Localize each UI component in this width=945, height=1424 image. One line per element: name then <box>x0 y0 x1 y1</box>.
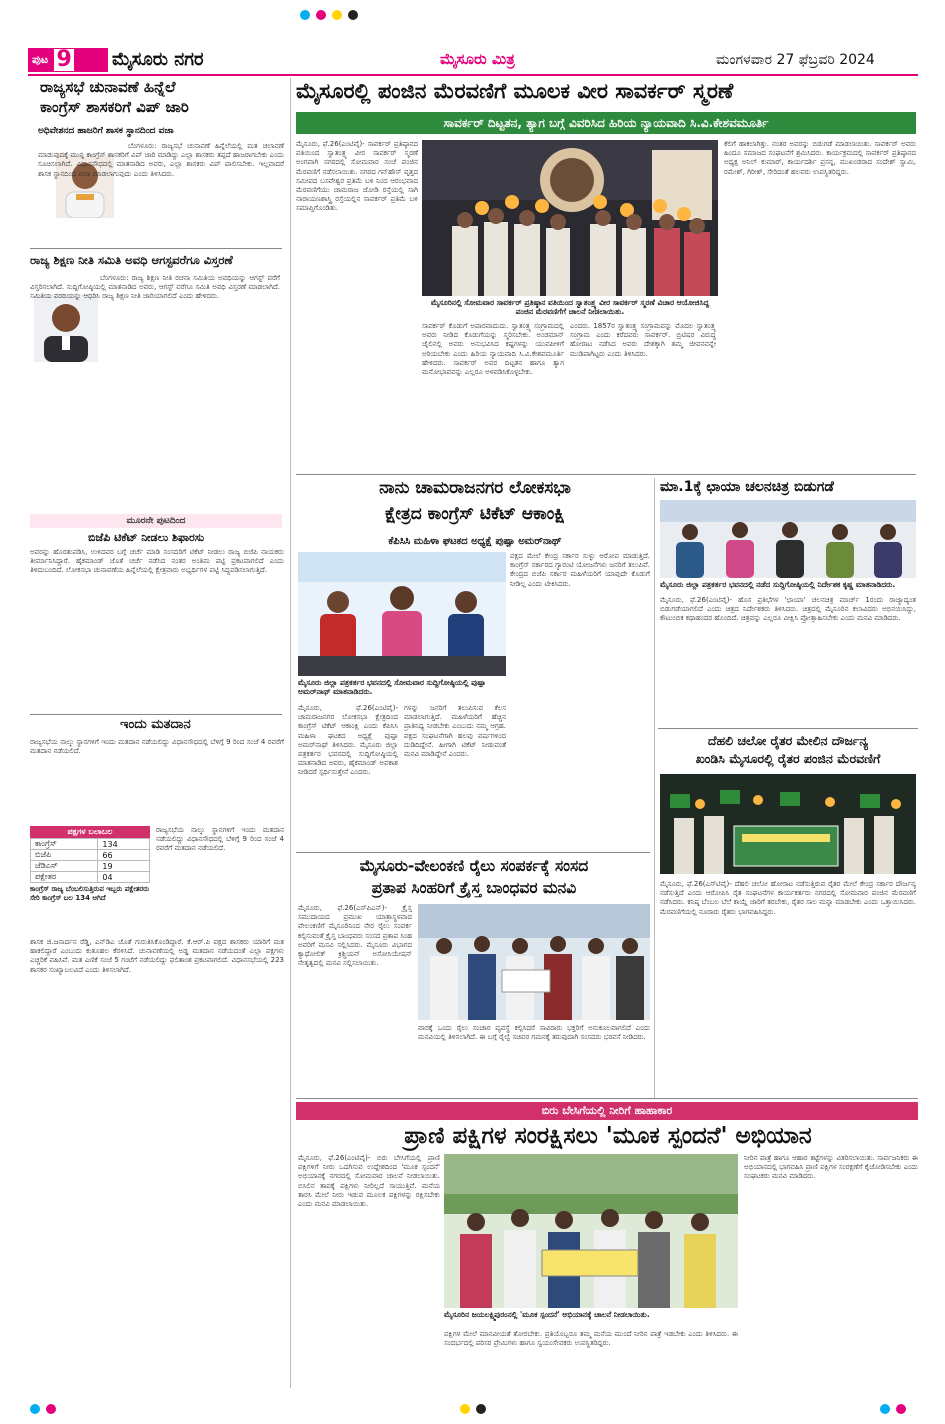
lead-col-right: ಕೆಲಿಗೆ ಹಾಕಲಾಗಿತ್ತು. ನಂತರ ಅವರನ್ನು ಬಿಡುಗಡೆ ಮಾಡಲಾಯಿತು. ಸಾವರ್ಕರ್ ಅವರು ಹಿಂದೂ ಸಮಾಜದ ಸಂಘಟನೆಗೆ ಶ್ರಮಿಸಿದರು. ಕಾರ್ಯಕ್ರಮದಲ್ಲಿ ಸಾವರ್ಕರ್ ಪ್ರತಿಷ್ಠಾನದ ಅಧ್ಯಕ್ಷ ಅನಿಲ್ ಕುಮಾರ್, ಕಾರ್ಯದರ್ಶಿ ಪ್ರಸನ್ನ, ಮುಖಂಡರಾದ ಸಂದೇಶ್ ಸ್ವಾಮಿ, ರಮೇಶ್, ಗಿರೀಶ್, ಸೇರಿದಂತೆ ಹಲವರು ಉಪಸ್ಥಿತರಿದ್ದರು. <box>724 140 916 176</box>
story3-text: ಅವರನ್ನು ಹೊರತುಪಡಿಸಿ, ಉಳಿದವರ ಬಗ್ಗೆ ಚರ್ಚೆ ಮಾಡಿ ಸಂಸದರಿಗೆ ಟಿಕೆಟ್ ನೀಡಲು ರಾಜ್ಯ ಬಿಜೆಪಿ ನಾಯಕರು ತೀರ್ಮಾನಿಸಿದ್ದಾರೆ. ಹೈಕಮಾಂಡ್ ಜೊತೆ ಚರ್ಚೆ ನಡೆಸಿದ ನಂತರ ಅಂತಿಮ ಪಟ್ಟಿ ಪ್ರಕಟವಾಗಲಿದೆ ಎಂದು ತಿಳಿದುಬಂದಿದೆ. ಲೋಕಸಭಾ ಚುನಾವಣೆಯ ಹಿನ್ನೆಲೆಯಲ್ಲಿ ಕ್ಷೇತ್ರವಾರು ಅಭ್ಯರ್ಥಿಗಳ ಪಟ್ಟಿ ಸಿದ್ಧಪಡಿಸಲಾಗುತ್ತಿದೆ. <box>30 548 284 575</box>
story7-photo <box>660 774 916 874</box>
story5-text-left: ಮೈಸೂರು, ಫೆ.26(ಎಂಟಿವೈ)- ಚಾಮರಾಜನಗರ ಲೋಕಸಭಾ ಕ್ಷೇತ್ರದಿಂದ ಕಾಂಗ್ರೆಸ್ ಟಿಕೆಟ್ ಆಕಾಂಕ್ಷಿ ಎಂದು ಕೆಪಿಸಿಸಿ ಮಹಿಳಾ ಘಟಕದ ಅಧ್ಯಕ್ಷೆ ಪುಷ್ಪಾ ಅಮರ್‌ನಾಥ್ ತಿಳಿಸಿದರು. ಮೈಸೂರು ಜಿಲ್ಲಾ ಪತ್ರಕರ್ತರ ಭವನದಲ್ಲಿ ಸುದ್ದಿಗೋಷ್ಠಿಯಲ್ಲಿ ಮಾತನಾಡಿದ ಅವರು, ಹೈಕಮಾಂಡ್ ಅವಕಾಶ ನೀಡಿದರೆ ಸ್ಪರ್ಧಿಸುತ್ತೇನೆ ಎಂದರು. <box>298 704 398 777</box>
story9-kicker-bar <box>296 1102 918 1120</box>
registration-mark <box>476 1404 486 1414</box>
column-divider <box>654 478 655 1098</box>
party-name: ಪಕ್ಷೇತರ <box>31 872 98 883</box>
story3-kicker: ಮೂರನೇ ಪುಟದಿಂದ <box>126 516 186 526</box>
section-title: ಮೈಸೂರು ನಗರ <box>112 49 204 70</box>
page-number-badge <box>28 48 108 72</box>
story7-headline-1: ದೆಹಲಿ ಚಲೋ ರೈತರ ಮೇಲಿನ ದೌರ್ಜನ್ಯ <box>707 733 869 748</box>
story8-text-left: ಮೈಸೂರು, ಫೆ.26(ಎಸ್‌ಪಿಎನ್)- ಕ್ರೈಸ್ತ ಸಮುದಾಯದ ಪ್ರಮುಖ ಯಾತ್ರಾಸ್ಥಳವಾದ ವೇಲಂಕಣಿಗೆ ಮೈಸೂರಿನಿಂದ ನೇರ ರೈಲು ಸಂಪರ್ಕ ಕಲ್ಪಿಸುವಂತೆ ಕ್ರೈಸ್ತ ಬಾಂಧವರು ಸಂಸದ ಪ್ರತಾಪ ಸಿಂಹ ಅವರಿಗೆ ಮನವಿ ಸಲ್ಲಿಸಿದರು. ಮೈಸೂರು ವಿಭಾಗದ ಕ್ಯಾಥೋಲಿಕ್ ಕ್ರಿಶ್ಚಿಯನ್ ಅಸೋಸಿಯೇಷನ್ ನೇತೃತ್ವದಲ್ಲಿ ಮನವಿ ಸಲ್ಲಿಸಲಾಯಿತು. <box>298 904 412 968</box>
story3-kicker-bar <box>30 514 282 528</box>
story9-text-right: ನೀರಿನ ಪಾತ್ರೆ ಹಾಗೂ ಆಹಾರ ತಟ್ಟೆಗಳನ್ನು ವಿತರಿಸಲಾಯಿತು. ಸಾರ್ವಜನಿಕರು ಈ ಅಭಿಯಾನದಲ್ಲಿ ಭಾಗವಹಿಸಿ ಪ್ರಾಣಿ ಪಕ್ಷಿಗಳ ಸಂರಕ್ಷಣೆಗೆ ಕೈಜೋಡಿಸಬೇಕು ಎಂದು ಸಂಘಟಕರು ಮನವಿ ಮಾಡಿದರು. <box>744 1154 918 1181</box>
story2-headline: ರಾಜ್ಯ ಶಿಕ್ಷಣ ನೀತಿ ಸಮಿತಿ ಅವಧಿ ಆಗಸ್ಟವರೆಗೂ ವಿಸ್ತರಣೆ <box>30 253 233 267</box>
story5-photo-caption: ಮೈಸೂರು ಜಿಲ್ಲಾ ಪತ್ರಕರ್ತರ ಭವನದಲ್ಲಿ ಸೋಮವಾರ ಸುದ್ದಿಗೋಷ್ಠಿಯಲ್ಲಿ ಪುಷ್ಪಾ ಅಮರ್‌ನಾಥ್ ಮಾತನಾಡಿದರು. <box>298 678 486 696</box>
party-name: ಕಾಂಗ್ರೆಸ್ <box>31 839 98 850</box>
lead-col-mid2: ಎಂದರು. 1857ರ ಸ್ವಾತಂತ್ರ್ಯ ಸಂಗ್ರಾಮವನ್ನು ಮೊದಲ ಸ್ವಾತಂತ್ರ್ಯ ಸಂಗ್ರಾಮ ಎಂದು ಕರೆದವರು ಸಾವರ್ಕರ್. ಬ್ರಿಟಿಷರ ವಿರುದ್ಧ ಹೋರಾಟ ನಡೆಸಿದ ಅವರು ದೇಶಕ್ಕಾಗಿ ತಮ್ಮ ಜೀವನವನ್ನೇ ಮುಡಿಪಾಗಿಟ್ಟರು ಎಂದು ತಿಳಿಸಿದರು. <box>570 322 716 358</box>
party-seats: 66 <box>98 850 150 861</box>
story1-kicker: ಅಧಿವೇಶನದ ಹಾಜರಿಗೆ ಶಾಸಕ ಸ್ಥಾನದಿಂದ ವಜಾ <box>38 126 174 136</box>
party-seats: 134 <box>98 839 150 850</box>
header-rule <box>28 74 918 76</box>
registration-mark <box>300 10 310 20</box>
story9-photo <box>444 1154 738 1308</box>
story5-subhead: ಕೆಪಿಸಿಸಿ ಮಹಿಳಾ ಘಟಕದ ಅಧ್ಯಕ್ಷೆ ಪುಷ್ಪಾ ಅಮರ್‌ನಾಥ್ <box>388 536 562 547</box>
table-row <box>31 850 150 861</box>
table-row <box>31 861 150 872</box>
party-table-note: ಕಾಂಗ್ರೆಸ್ ರಾಜ್ಯ ಬೆಂಬಲಿಸುತ್ತಿರುವ ಇಬ್ಬರು ಪಕ್ಷೇತರರು ಸೇರಿ ಕಾಂಗ್ರೆಸ್ ಬಲ 134 ಆಗಿದೆ <box>30 885 150 902</box>
story6-text: ಮೈಸೂರು, ಫೆ.26(ಎಂಟಿವೈ)- ಹೊಸ ಪ್ರತಿಭೆಗಳ 'ಛಾಯಾ' ಚಲನಚಿತ್ರ ಮಾರ್ಚ್ 1ರಂದು ರಾಜ್ಯಾದ್ಯಂತ ಬಿಡುಗಡೆಯಾಗಲಿದೆ ಎಂದು ಚಿತ್ರದ ನಿರ್ದೇಶಕರು ತಿಳಿಸಿದರು. ಚಿತ್ರದಲ್ಲಿ ಮೈಸೂರಿನ ಕಲಾವಿದರು ಅಭಿನಯಿಸಿದ್ದು, ಕೌಟುಂಬಿಕ ಕಥಾಹಂದರ ಹೊಂದಿದೆ. ಚಿತ್ರವನ್ನು ಎಲ್ಲರೂ ವೀಕ್ಷಿಸಿ ಪ್ರೋತ್ಸಾಹಿಸಬೇಕು ಎಂದು ಮನವಿ ಮಾಡಿದರು. <box>660 596 916 623</box>
story8-photo <box>418 904 650 1020</box>
rule <box>296 474 916 475</box>
story8-headline-1: ಮೈಸೂರು-ವೇಲಂಕಣಿ ರೈಲು ಸಂಪರ್ಕಕ್ಕೆ ಸಂಸದ <box>359 857 589 875</box>
registration-mark <box>880 1404 890 1414</box>
lead-photo <box>422 140 718 296</box>
rule <box>296 852 650 853</box>
party-name: ಜೆಡಿಎಸ್ <box>31 861 98 872</box>
party-strength-table <box>30 838 150 883</box>
story4-headline: ಇಂದು ಮತದಾನ <box>120 717 191 732</box>
rule <box>296 1098 918 1099</box>
page-number: 9 <box>54 49 74 71</box>
issue-date: ಮಂಗಳವಾರ 27 ಫೆಬ್ರವರಿ 2024 <box>716 52 875 68</box>
table-row <box>31 872 150 883</box>
story8-text-right: ವಾರಕ್ಕೆ ಒಂದು ರೈಲು ಸಂಚಾರ ವ್ಯವಸ್ಥೆ ಕಲ್ಪಿಸಿದರೆ ಸಾವಿರಾರು ಭಕ್ತರಿಗೆ ಅನುಕೂಲವಾಗಲಿದೆ ಎಂದು ಮನವಿಯಲ್ಲಿ ತಿಳಿಸಲಾಗಿದೆ. ಈ ಬಗ್ಗೆ ರೈಲ್ವೆ ಸಚಿವರ ಗಮನಕ್ಕೆ ತರುವುದಾಗಿ ಸಂಸದರು ಭರವಸೆ ನೀಡಿದರು. <box>418 1024 650 1042</box>
registration-mark <box>896 1404 906 1414</box>
page-label: ಪುಟ <box>32 53 49 66</box>
lead-col-left: ಮೈಸೂರು, ಫೆ.26(ಎಂಟಿವೈ)- ಸಾವರ್ಕರ್ ಪ್ರತಿಷ್ಠಾನದ ವತಿಯಿಂದ ಸ್ವಾತಂತ್ರ್ಯ ವೀರ ಸಾವರ್ಕರ್ ಸ್ಮರಣೆ ಅಂಗವಾಗಿ ನಗರದಲ್ಲಿ ಸೋಮವಾರ ಸಂಜೆ ಪಂಜಿನ ಮೆರವಣಿಗೆ ನಡೆಸಲಾಯಿತು. ನಗರದ ಗನ್‌ಹೌಸ್ ವೃತ್ತದ ಸಮೀಪದ ಬಸವೇಶ್ವರ ಪ್ರತಿಮೆ ಬಳಿ ನಿಂದ ಆರಂಭವಾದ ಮೆರವಣಿಗೆಯು ಚಾಮರಾಜ ಜೋಡಿ ರಸ್ತೆಯಲ್ಲಿ ಸಾಗಿ ನಾರಾಯಣಶಾಸ್ತ್ರಿ ರಸ್ತೆಯಲ್ಲಿನ ಸಾವರ್ಕರ್ ಪ್ರತಿಮೆ ಬಳಿ ಸಮಾಪ್ತಿಗೊಂಡಿತು. <box>296 140 418 213</box>
story4-continued: ಶಾಸಕ ಜಿ.ಜನಾರ್ದನ ರೆಡ್ಡಿ, ಎನ್‌ಡಿಎ ಜೊತೆ ಗುರುತಿಸಿಕೊಂಡಿದ್ದಾರೆ. ಕೆ.ಆರ್.ಪಿ ಪಕ್ಷದ ಶಾಸಕರು ಯಾರಿಗೆ ಮತ ಹಾಕಲಿದ್ದಾರೆ ಎಂಬುದು ಕುತೂಹಲ ಕೆರಳಿಸಿದೆ. ಚುನಾವಣೆಯಲ್ಲಿ ಅಡ್ಡ ಮತದಾನ ನಡೆಯದಂತೆ ಎಲ್ಲಾ ಪಕ್ಷಗಳು ಎಚ್ಚರಿಕೆ ವಹಿಸಿವೆ. ಮತ ಎಣಿಕೆ ಸಂಜೆ 5 ಗಂಟೆಗೆ ನಡೆಯಲಿದ್ದು ಫಲಿತಾಂಶ ಪ್ರಕಟವಾಗಲಿದೆ. ವಿಧಾನಸಭೆಯಲ್ಲಿ 223 ಶಾಸಕರ ಸಂಖ್ಯಾಬಲವಿದೆ ಎಂದು ತಿಳಿಸಲಾಗಿದೆ. <box>30 938 284 974</box>
story5-text-mid: ಗಳನ್ನು ಜನರಿಗೆ ತಲುಪಿಸುವ ಕೆಲಸ ಮಾಡಲಾಗುತ್ತಿದೆ. ಮಹಿಳೆಯರಿಗೆ ಹೆಚ್ಚಿನ ಪ್ರಾತಿನಿಧ್ಯ ನೀಡಬೇಕು ಎಂಬುದು ನಮ್ಮ ಆಗ್ರಹ. ಪಕ್ಷದ ಸಂಘಟನೆಗಾಗಿ ಹಲವು ವರ್ಷಗಳಿಂದ ದುಡಿದಿದ್ದೇನೆ. ಹೀಗಾಗಿ ಟಿಕೆಟ್ ನೀಡುವಂತೆ ಮನವಿ ಮಾಡಿದ್ದೇನೆ ಎಂದರು. <box>404 704 506 759</box>
party-name: ಬಿಜೆಪಿ <box>31 850 98 861</box>
registration-mark <box>460 1404 470 1414</box>
registration-mark <box>46 1404 56 1414</box>
table-row <box>31 839 150 850</box>
story1-headline-1: ರಾಜ್ಯಸಭೆ ಚುನಾವಣೆ ಹಿನ್ನೆಲೆ <box>40 78 176 96</box>
party-seats: 04 <box>98 872 150 883</box>
story3-headline: ಬಿಜೆಪಿ ಟಿಕೆಟ್ ನೀಡಲು ಶಿಫಾರಸು <box>88 531 205 544</box>
lead-photo-caption: ಮೈಸೂರಿನಲ್ಲಿ ಸೋಮವಾರ ಸಾವರ್ಕರ್ ಪ್ರತಿಷ್ಠಾನ ವತಿಯಿಂದ ಸ್ವಾತಂತ್ರ್ಯ ವೀರ ಸಾವರ್ಕರ್ ಸ್ಮರಣೆ ವಿಚಾರ ಆಯೋಜಿಸಿದ್ದ ಪಂಜಿನ ಮೆರವಣಿಗೆಗೆ ಚಾಲನೆ ನೀಡಲಾಯಿತು. <box>430 298 710 316</box>
story6-photo <box>660 500 916 578</box>
newspaper-name: ಮೈಸೂರು ಮಿತ್ರ <box>440 50 515 68</box>
rule <box>30 248 282 249</box>
story4-side-text: ರಾಜ್ಯಸಭೆಯ ನಾಲ್ಕು ಸ್ಥಾನಗಳಿಗೆ ಇಂದು ಮತದಾನ ನಡೆಯಲಿದ್ದು ವಿಧಾನಸೌಧದಲ್ಲಿ ಬೆಳಿಗ್ಗೆ 9 ರಿಂದ ಸಂಜೆ 4 ರವರೆಗೆ ಮತದಾನ ನಡೆಯಲಿದೆ. <box>156 826 284 853</box>
registration-mark <box>30 1404 40 1414</box>
story6-headline: ಮಾ.1ಕ್ಕೆ ಛಾಯಾ ಚಲನಚಿತ್ರ ಬಿಡುಗಡೆ <box>660 479 834 495</box>
story6-photo-caption: ಮೈಸೂರು ಜಿಲ್ಲಾ ಪತ್ರಕರ್ತರ ಭವನದಲ್ಲಿ ನಡೆದ ಸುದ್ದಿಗೋಷ್ಠಿಯಲ್ಲಿ ನಿರ್ದೇಶಕ ಕೃಷ್ಣ ಮಾತನಾಡಿದರು. <box>660 580 896 589</box>
rule <box>658 728 918 729</box>
story7-headline-2: ಖಂಡಿಸಿ ಮೈಸೂರಲ್ಲಿ ರೈತರ ಪಂಜಿನ ಮೆರವಣಿಗೆ <box>695 751 881 766</box>
story5-headline-2: ಕ್ಷೇತ್ರದ ಕಾಂಗ್ರೆಸ್ ಟಿಕೆಟ್ ಆಕಾಂಕ್ಷಿ <box>385 504 565 524</box>
story9-photo-caption: ಮೈಸೂರಿನ ಜಯಲಕ್ಷ್ಮಿಪುರಂನಲ್ಲಿ 'ಮೂಕ ಸ್ಪಂದನೆ' ಅಭಿಯಾನಕ್ಕೆ ಚಾಲನೆ ನೀಡಲಾಯಿತು. <box>444 1310 650 1319</box>
story5-photo <box>298 552 506 676</box>
registration-mark <box>332 10 342 20</box>
lead-subhead-bar <box>296 112 916 134</box>
story1-headline-2: ಕಾಂಗ್ರೆಸ್ ಶಾಸಕರಿಗೆ ವಿಪ್ ಜಾರಿ <box>40 98 189 116</box>
lead-headline: ಮೈಸೂರಲ್ಲಿ ಪಂಜಿನ ಮೆರವಣಿಗೆ ಮೂಲಕ ವೀರ ಸಾವರ್ಕರ್ ಸ್ಮರಣೆ <box>296 79 734 103</box>
story1-text: ಬೆಂಗಳೂರು: ರಾಜ್ಯಸಭೆ ಚುನಾವಣೆ ಹಿನ್ನೆಲೆಯಲ್ಲಿ ಮತ ಚಲಾವಣೆ ಮಾಡುವುದಕ್ಕೆ ಮುನ್ನ ಕಾಂಗ್ರೆಸ್ ಶಾಸಕರಿಗೆ ವಿಪ್ ಜಾರಿ ಮಾಡಿದ್ದು ಎಲ್ಲಾ ಶಾಸಕರು ತಪ್ಪದೆ ಹಾಜರಾಗಬೇಕು ಎಂದು ಸೂಚಿಸಲಾಗಿದೆ. ವಿಧಾನಸೌಧದಲ್ಲಿ ಮಾತನಾಡಿದ ಅವರು, ಎಲ್ಲಾ ಶಾಸಕರು ವಿಪ್ ಪಾಲಿಸಬೇಕು. ಇಲ್ಲವಾದರೆ ಶಾಸಕ ಸ್ಥಾನದಿಂದ ವಜಾ ಮಾಡಲಾಗುವುದು ಎಂದು ತಿಳಿಸಿದರು. <box>38 142 284 178</box>
column-divider <box>290 78 291 1388</box>
story7-text: ಮೈಸೂರು, ಫೆ.26(ಎಸ್‌ಟಿವೈ)- ದೆಹಲಿ ಚಲೋ ಹೋರಾಟ ನಡೆಸುತ್ತಿರುವ ರೈತರ ಮೇಲೆ ಕೇಂದ್ರ ಸರ್ಕಾರ ದೌರ್ಜನ್ಯ ನಡೆಸುತ್ತಿದೆ ಎಂದು ಆರೋಪಿಸಿ ರೈತ ಸಂಘಟನೆಗಳ ಕಾರ್ಯಕರ್ತರು ನಗರದಲ್ಲಿ ಸೋಮವಾರ ಪಂಜಿನ ಮೆರವಣಿಗೆ ನಡೆಸಿದರು. ಕನಿಷ್ಠ ಬೆಂಬಲ ಬೆಲೆ ಕಾಯ್ದೆ ಜಾರಿಗೆ ತರಬೇಕು, ರೈತರ ಸಾಲ ಮನ್ನಾ ಮಾಡಬೇಕು ಎಂದು ಒತ್ತಾಯಿಸಿದರು. ಮೆರವಣಿಗೆಯಲ್ಲಿ ನೂರಾರು ರೈತರು ಭಾಗವಹಿಸಿದ್ದರು. <box>660 880 916 916</box>
story9-kicker: ಬಿರು ಬೇಸಿಗೆಯಲ್ಲಿ ನೀರಿಗೆ ಹಾಹಾಕಾರ <box>541 1104 673 1117</box>
story9-headline: ಪ್ರಾಣಿ ಪಕ್ಷಿಗಳ ಸಂರಕ್ಷಿಸಲು 'ಮೂಕ ಸ್ಪಂದನೆ' ಅಭಿಯಾನ <box>404 1123 812 1149</box>
party-table-title: ಪಕ್ಷಗಳ ಬಲಾಬಲ <box>30 826 150 838</box>
lead-subhead: ಸಾವರ್ಕರ್ ದಿಟ್ಟತನ, ತ್ಯಾಗ ಬಗ್ಗೆ ವಿವರಿಸಿದ ಹಿರಿಯ ನ್ಯಾಯವಾದಿ ಸಿ.ವಿ.ಕೇಶವಮೂರ್ತಿ <box>443 115 769 130</box>
lead-col-mid: ಸಾವರ್ಕರ್ ಕೊಡುಗೆ ಅಪಾರವಾದುದು. ಸ್ವಾತಂತ್ರ್ಯ ಸಂಗ್ರಾಮದಲ್ಲಿ ಅವರು ನೀಡಿದ ಕೊಡುಗೆಯನ್ನು ಸ್ಮರಿಸಬೇಕು. ಅಂಡಮಾನ್ ಜೈಲಿನಲ್ಲಿ ಅವರು ಅನುಭವಿಸಿದ ಕಷ್ಟಗಳನ್ನು ಯುವಪೀಳಿಗೆ ಅರಿಯಬೇಕು ಎಂದು ಹಿರಿಯ ನ್ಯಾಯವಾದಿ ಸಿ.ವಿ.ಕೇಶವಮೂರ್ತಿ ಹೇಳಿದರು. ಸಾವರ್ಕರ್ ಅವರ ದಿಟ್ಟತನ ಹಾಗೂ ತ್ಯಾಗ ಮನೋಭಾವವನ್ನು ಎಲ್ಲರೂ ಅಳವಡಿಸಿಕೊಳ್ಳಬೇಕು. <box>422 322 564 377</box>
story9-text-mid: ಪಕ್ಷಿಗಳ ಮೇಲೆ ಮಾನವೀಯತೆ ತೋರಬೇಕು. ಪ್ರತಿಯೊಬ್ಬರೂ ತಮ್ಮ ಮನೆಯ ಮುಂದೆ ನೀರಿನ ಪಾತ್ರೆ ಇಡಬೇಕು ಎಂದು ತಿಳಿಸಿದರು. ಈ ಸಂದರ್ಭದಲ್ಲಿ ಪರಿಸರ ಪ್ರೇಮಿಗಳು ಹಾಗೂ ಸ್ವಯಂಸೇವಕರು ಉಪಸ್ಥಿತರಿದ್ದರು. <box>444 1330 738 1348</box>
story5-text-right: ಪಕ್ಷದ ಮೇಲೆ ಕೇಂದ್ರ ಸರ್ಕಾರ ಸುಳ್ಳು ಆರೋಪ ಮಾಡುತ್ತಿದೆ. ಕಾಂಗ್ರೆಸ್ ಸರ್ಕಾರದ ಗ್ಯಾರಂಟಿ ಯೋಜನೆಗಳು ಜನರಿಗೆ ತಲುಪಿವೆ. ಕೇಂದ್ರದ ಬಿಜೆಪಿ ಸರ್ಕಾರ ಮಹಿಳೆಯರಿಗೆ ಯಾವುದೇ ಕೊಡುಗೆ ನೀಡಿಲ್ಲ ಎಂದು ಟೀಕಿಸಿದರು. <box>510 552 650 588</box>
registration-mark <box>348 10 358 20</box>
story4-text: ರಾಜ್ಯಸಭೆಯ ನಾಲ್ಕು ಸ್ಥಾನಗಳಿಗೆ ಇಂದು ಮತದಾನ ನಡೆಯಲಿದ್ದು ವಿಧಾನಸೌಧದಲ್ಲಿ ಬೆಳಿಗ್ಗೆ 9 ರಿಂದ ಸಂಜೆ 4 ರವರೆಗೆ ಮತದಾನ ನಡೆಯಲಿದೆ. <box>30 738 284 756</box>
registration-mark <box>316 10 326 20</box>
rule <box>30 714 282 715</box>
party-seats: 19 <box>98 861 150 872</box>
story2-text: ಬೆಂಗಳೂರು: ರಾಜ್ಯ ಶಿಕ್ಷಣ ನೀತಿ ರಚನಾ ಸಮಿತಿಯ ಅವಧಿಯನ್ನು ಆಗಸ್ಟ್ ವರೆಗೆ ವಿಸ್ತರಿಸಲಾಗಿದೆ. ಸುದ್ದಿಗೋಷ್ಠಿಯಲ್ಲಿ ಮಾತನಾಡಿದ ಅವರು, ಆಗಸ್ಟ್ ವರೆಗೂ ಸಮಿತಿ ಅವಧಿ ವಿಸ್ತರಣೆ ಮಾಡಲಾಗಿದೆ. ಸಮಿತಿಯ ವರದಿಯನ್ನು ಆಧರಿಸಿ ರಾಜ್ಯ ಶಿಕ್ಷಣ ನೀತಿ ಜಾರಿಯಾಗಲಿದೆ ಎಂದು ಹೇಳಿದರು. <box>30 274 280 301</box>
story5-headline-1: ನಾನು ಚಾಮರಾಜನಗರ ಲೋಕಸಭಾ <box>379 478 571 498</box>
story8-headline-2: ಪ್ರತಾಪ ಸಿಂಹರಿಗೆ ಕ್ರೈಸ್ತ ಬಾಂಧವರ ಮನವಿ <box>371 879 577 897</box>
party-strength-box <box>30 826 150 903</box>
story9-text-left: ಮೈಸೂರು, ಫೆ.26(ಎಂಟಿವೈ)- ಬಿರು ಬೇಸಿಗೆಯಲ್ಲಿ ಪ್ರಾಣಿ ಪಕ್ಷಿಗಳಿಗೆ ನೀರು ಒದಗಿಸುವ ಉದ್ದೇಶದಿಂದ 'ಮೂಕ ಸ್ಪಂದನೆ' ಅಭಿಯಾನಕ್ಕೆ ನಗರದಲ್ಲಿ ಸೋಮವಾರ ಚಾಲನೆ ನೀಡಲಾಯಿತು. ಬಿಸಿಲಿನ ತಾಪಕ್ಕೆ ಪಕ್ಷಿಗಳು ನೀರಿಲ್ಲದೆ ಸಾಯುತ್ತಿವೆ. ಮನೆಯ ತಾರಸಿ ಮೇಲೆ ನೀರು ಇಡುವ ಮೂಲಕ ಪಕ್ಷಿಗಳನ್ನು ರಕ್ಷಿಸಬೇಕು ಎಂದು ಮನವಿ ಮಾಡಲಾಯಿತು. <box>298 1154 440 1209</box>
